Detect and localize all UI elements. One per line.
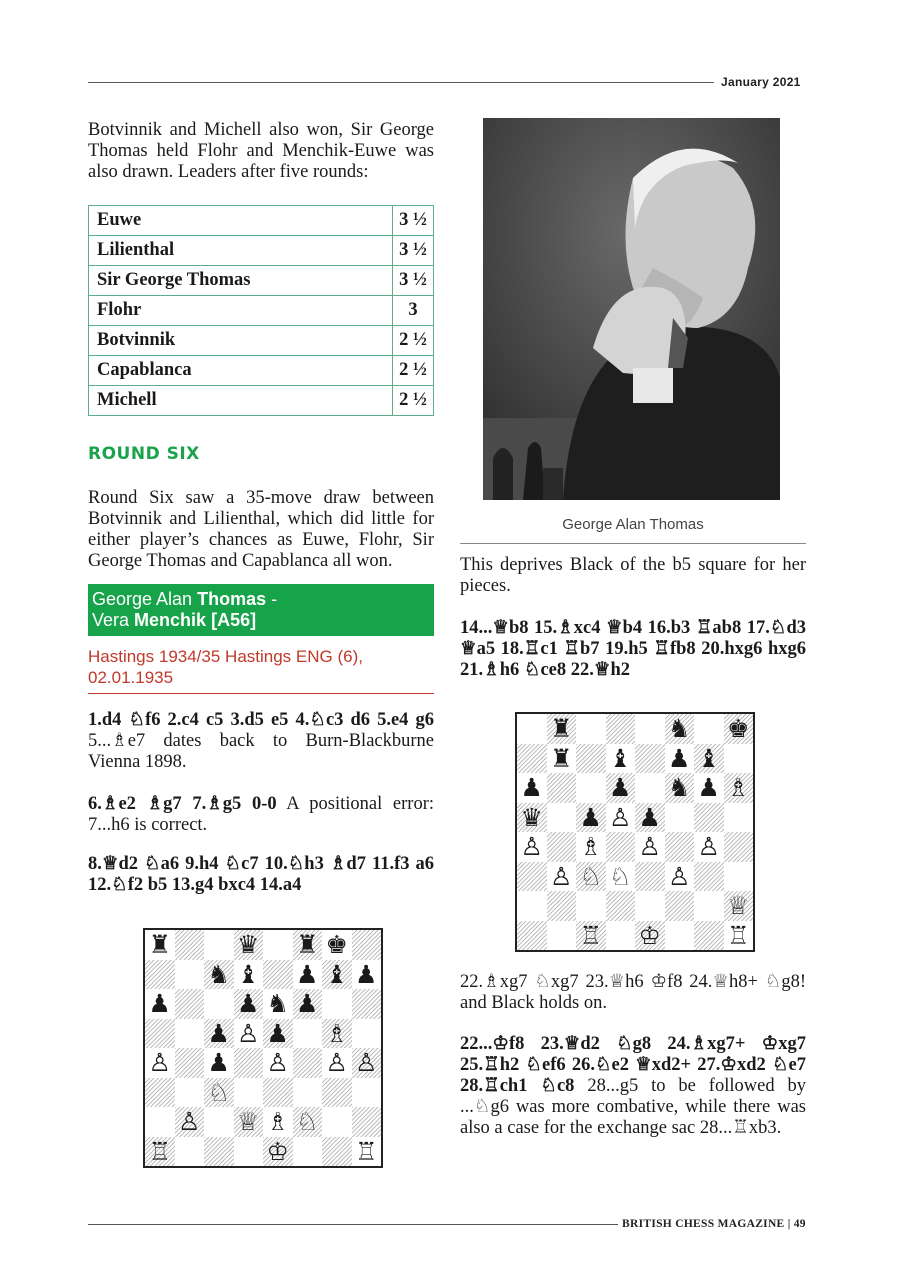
board-square	[204, 1107, 234, 1137]
board-square	[547, 891, 577, 921]
standings-row	[89, 326, 434, 356]
standings-row	[89, 356, 434, 386]
chess-piece: ♗	[727, 773, 750, 803]
chess-piece: ♟	[296, 959, 319, 989]
board-square	[606, 714, 636, 744]
board-square	[635, 891, 665, 921]
board-square	[322, 1107, 352, 1137]
board-square	[694, 803, 724, 833]
board-square	[175, 930, 205, 960]
chess-piece: ♘	[207, 1077, 230, 1107]
chess-piece: ♜	[550, 714, 573, 744]
player-name: Sir George Thomas	[89, 266, 393, 296]
chess-piece: ♟	[668, 743, 691, 773]
game-title-box	[88, 584, 434, 636]
board-square	[665, 832, 695, 862]
player-score: 2 ½	[393, 356, 434, 386]
white-first-name: George Alan	[92, 589, 193, 609]
game-venue: Hastings 1934/35 Hastings ENG (6), 02.01.1935	[88, 647, 363, 687]
chess-piece: ♟	[237, 989, 260, 1019]
chess-piece: ♘	[579, 861, 602, 891]
player-score: 3 ½	[393, 206, 434, 236]
board-square	[293, 1048, 323, 1078]
chess-diagram-2	[515, 712, 755, 952]
chess-piece: ♜	[148, 930, 171, 960]
chess-piece: ♟	[697, 773, 720, 803]
right-paragraph-3: 22.♗xg7 ♘xg7 23.♕h6 ♔f8 24.♕h8+ ♘g8! and Black holds on.	[460, 972, 806, 1013]
caption-rule	[460, 543, 806, 544]
round-six-paragraph: Round Six saw a 35-move draw between Botvinnik and Lilienthal, which did little for either player’s chances as Euwe, Flohr, Sir George Thomas and Capablanca all won.	[88, 488, 434, 571]
board-square	[352, 930, 382, 960]
board-square	[293, 1137, 323, 1167]
player-name: Euwe	[89, 206, 393, 236]
moves-3-bold: 8.♕d2 ♘a6 9.h4 ♘c7 10.♘h3 ♗d7 11.f3 a6 12.♘f2 b5 13.g4 bxc4 14.a4	[88, 854, 434, 895]
player-photo	[483, 118, 780, 500]
chess-piece: ♟	[355, 959, 378, 989]
board-square	[635, 714, 665, 744]
header-date: January 2021	[721, 75, 801, 89]
board-square	[694, 714, 724, 744]
right-4-bold: 22...♔f8 23.♕d2 ♘g8 24.♗xg7+ ♔xg7 25.♖h2 ♘ef6 26.♘e2 ♕xd2+ 27.♔xd2 ♘e7 28.♖ch1 ♘c8	[460, 1034, 806, 1096]
board-square	[547, 921, 577, 951]
eco-code: [A56]	[211, 610, 257, 630]
player-score: 2 ½	[393, 326, 434, 356]
standings-row	[89, 266, 434, 296]
board-square	[204, 989, 234, 1019]
chess-piece: ♙	[148, 1048, 171, 1078]
board-square	[204, 930, 234, 960]
chess-piece: ♝	[325, 959, 348, 989]
board-square	[724, 832, 754, 862]
chess-piece: ♙	[325, 1048, 348, 1078]
black-last-name: Menchik	[134, 610, 207, 630]
board-square	[352, 1107, 382, 1137]
chess-piece: ♟	[609, 773, 632, 803]
moves-2-bold: 6.♗e2 ♗g7 7.♗g5 0-0	[88, 794, 277, 814]
moves-1-comment: 5...♗e7 dates back to Burn-Blackburne Vienna 1898.	[88, 731, 434, 772]
chess-piece: ♜	[550, 743, 573, 773]
chess-piece: ♙	[609, 802, 632, 832]
chess-piece: ♝	[237, 959, 260, 989]
chess-piece: ♟	[207, 1048, 230, 1078]
board-square	[234, 1137, 264, 1167]
footer-magazine: BRITISH CHESS MAGAZINE	[622, 1218, 785, 1230]
chess-piece: ♝	[697, 743, 720, 773]
chess-piece: ♗	[325, 1018, 348, 1048]
board-square	[606, 832, 636, 862]
black-first-name: Vera	[92, 610, 130, 630]
chess-piece: ♙	[237, 1018, 260, 1048]
players-separator: -	[266, 589, 278, 609]
board-square	[145, 1019, 175, 1049]
chess-piece: ♔	[638, 920, 661, 950]
player-score: 3	[393, 296, 434, 326]
chess-piece: ♟	[638, 802, 661, 832]
chess-piece: ♕	[727, 891, 750, 921]
board-square	[665, 891, 695, 921]
chess-piece: ♙	[178, 1107, 201, 1137]
standings-row	[89, 296, 434, 326]
footer	[622, 1218, 806, 1230]
board-square	[204, 1137, 234, 1167]
board-square	[635, 862, 665, 892]
board-square	[175, 1137, 205, 1167]
chess-piece: ♙	[355, 1048, 378, 1078]
board-square	[547, 803, 577, 833]
white-last-name: Thomas	[197, 589, 267, 609]
board-square	[606, 891, 636, 921]
standings-row	[89, 206, 434, 236]
board-square	[517, 891, 547, 921]
chess-piece: ♟	[520, 773, 543, 803]
chess-piece: ♙	[668, 861, 691, 891]
chess-piece: ♙	[266, 1048, 289, 1078]
board-square	[263, 1078, 293, 1108]
board-square	[175, 1019, 205, 1049]
moves-paragraph-2	[88, 794, 434, 836]
moves-2-comment: A positional error: 7...h6 is correct.	[88, 794, 434, 835]
chess-piece: ♖	[579, 920, 602, 950]
board-square	[175, 989, 205, 1019]
board-square	[352, 1078, 382, 1108]
board-square	[517, 744, 547, 774]
chess-piece: ♙	[697, 832, 720, 862]
header-rule	[88, 82, 714, 83]
page-number: 49	[793, 1218, 806, 1230]
board-square	[694, 862, 724, 892]
board-square	[517, 714, 547, 744]
board-square	[724, 862, 754, 892]
chess-piece: ♙	[638, 832, 661, 862]
chess-piece: ♔	[266, 1136, 289, 1166]
footer-rule	[88, 1224, 618, 1225]
board-square	[576, 744, 606, 774]
chess-piece: ♙	[550, 861, 573, 891]
board-square	[322, 1078, 352, 1108]
board-square	[517, 921, 547, 951]
board-square	[547, 773, 577, 803]
board-square	[665, 803, 695, 833]
chess-piece: ♛	[237, 930, 260, 960]
right-4-comment: 28...g5 to be followed by ...♘g6 was more combative, while there was also a case for the exchange sac 28...♖xb3.	[460, 1076, 806, 1138]
player-score: 3 ½	[393, 266, 434, 296]
chess-piece: ♟	[296, 989, 319, 1019]
board-square	[517, 862, 547, 892]
chess-piece: ♝	[609, 743, 632, 773]
board-square	[234, 1048, 264, 1078]
footer-separator: |	[787, 1218, 791, 1230]
chess-piece: ♖	[148, 1136, 171, 1166]
board-square	[635, 773, 665, 803]
board-square	[576, 891, 606, 921]
board-square	[175, 1078, 205, 1108]
board-square	[145, 1107, 175, 1137]
chess-piece: ♚	[727, 714, 750, 744]
chess-piece: ♞	[207, 959, 230, 989]
standings-row	[89, 236, 434, 266]
chess-piece: ♘	[296, 1107, 319, 1137]
chess-piece: ♟	[579, 802, 602, 832]
right-2-bold: 14...♕b8 15.♗xc4 ♕b4 16.b3 ♖ab8 17.♘d3 ♕a5 18.♖c1 ♖b7 19.h5 ♖fb8 20.hxg6 hxg6 21.♗h6 ♘ce8 22.♕h2	[460, 618, 806, 680]
chess-piece: ♖	[355, 1136, 378, 1166]
player-score: 2 ½	[393, 386, 434, 416]
moves-paragraph-1	[88, 710, 434, 773]
right-paragraph-1: This deprives Black of the b5 square for her pieces.	[460, 555, 806, 596]
board-square	[606, 921, 636, 951]
chess-piece: ♜	[296, 930, 319, 960]
board-square	[576, 773, 606, 803]
chess-diagram-1	[143, 928, 383, 1168]
board-square	[576, 714, 606, 744]
photo-caption: George Alan Thomas	[562, 516, 704, 533]
right-paragraph-2	[460, 618, 806, 681]
board-square	[175, 960, 205, 990]
board-square	[322, 1137, 352, 1167]
round-six-heading: ROUND SIX	[88, 444, 200, 464]
chess-piece: ♞	[668, 714, 691, 744]
board-square	[322, 989, 352, 1019]
player-name: Capablanca	[89, 356, 393, 386]
venue-rule	[88, 693, 434, 694]
player-name: Botvinnik	[89, 326, 393, 356]
board-square	[547, 832, 577, 862]
player-name: Flohr	[89, 296, 393, 326]
player-name: Lilienthal	[89, 236, 393, 266]
chess-piece: ♟	[148, 989, 171, 1019]
board-square	[352, 1019, 382, 1049]
chess-piece: ♙	[520, 832, 543, 862]
board-square	[724, 744, 754, 774]
board-square	[263, 930, 293, 960]
board-square	[352, 989, 382, 1019]
chess-piece: ♞	[668, 773, 691, 803]
right-paragraph-4	[460, 1034, 806, 1139]
board-square	[293, 1019, 323, 1049]
board-square	[724, 803, 754, 833]
chess-piece: ♗	[579, 832, 602, 862]
chess-piece: ♞	[266, 989, 289, 1019]
chess-piece: ♖	[727, 920, 750, 950]
chess-piece: ♚	[325, 930, 348, 960]
board-square	[175, 1048, 205, 1078]
chess-piece: ♗	[266, 1107, 289, 1137]
board-square	[635, 744, 665, 774]
board-square	[293, 1078, 323, 1108]
standings-table	[88, 205, 434, 416]
board-square	[263, 960, 293, 990]
board-square	[694, 891, 724, 921]
chess-piece: ♟	[266, 1018, 289, 1048]
chess-piece: ♟	[207, 1018, 230, 1048]
board-square	[145, 1078, 175, 1108]
board-square	[694, 921, 724, 951]
portrait-illustration	[483, 118, 780, 500]
moves-paragraph-3	[88, 854, 434, 896]
chess-piece: ♛	[520, 802, 543, 832]
chess-piece: ♕	[237, 1107, 260, 1137]
intro-paragraph: Botvinnik and Michell also won, Sir George Thomas held Flohr and Menchik-Euwe was also drawn. Leaders after five rounds:	[88, 120, 434, 182]
board-square	[234, 1078, 264, 1108]
chess-piece: ♘	[609, 861, 632, 891]
board-square	[145, 960, 175, 990]
player-score: 3 ½	[393, 236, 434, 266]
player-name: Michell	[89, 386, 393, 416]
standings-row	[89, 386, 434, 416]
moves-1-bold: 1.d4 ♘f6 2.c4 c5 3.d5 e5 4.♘c3 d6 5.e4 g6	[88, 710, 434, 730]
board-square	[665, 921, 695, 951]
